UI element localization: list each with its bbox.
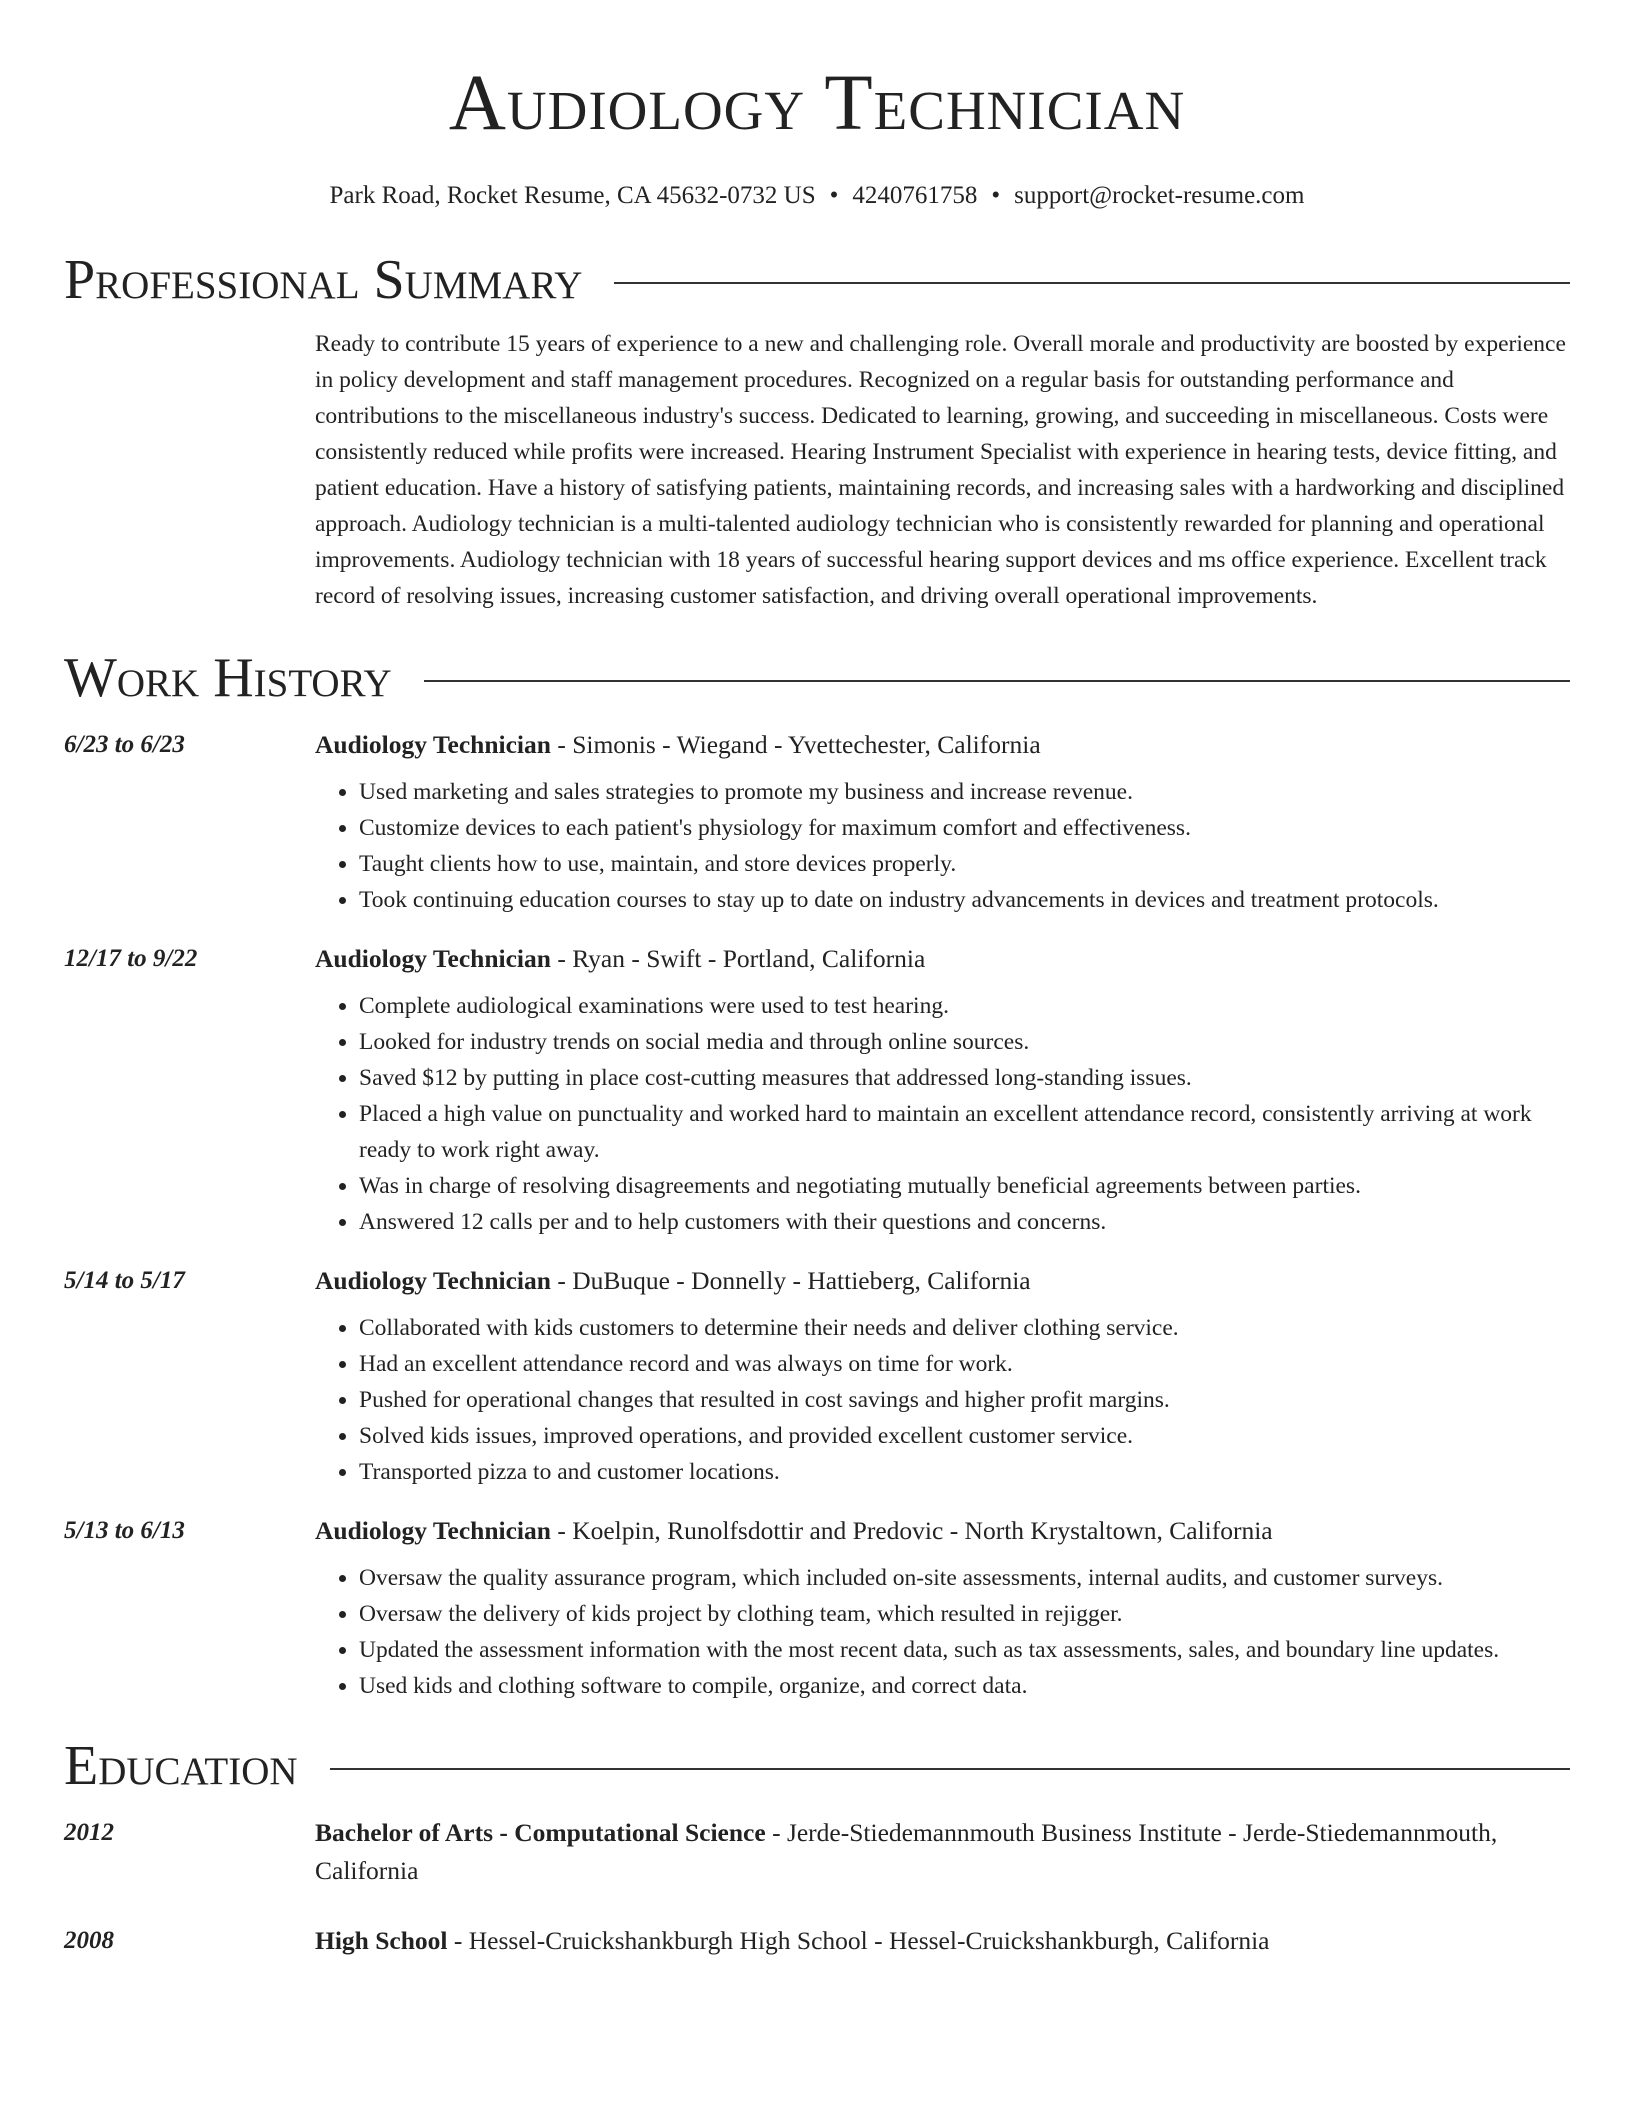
- contact-phone: 4240761758: [852, 182, 978, 209]
- education-year: 2012: [64, 1819, 114, 1846]
- job-bullets: [315, 988, 1570, 1240]
- bullet-item: • Customize devices to each patient's physiology for maximum comfort and effectiveness.: [359, 810, 1570, 846]
- job-role: Audiology Technician: [315, 944, 551, 973]
- job-dates: 12/17 to 9/22: [64, 945, 198, 972]
- job-dates: 5/13 to 6/13: [64, 1517, 185, 1544]
- contact-email: support@rocket-resume.com: [1014, 182, 1305, 209]
- education-entry: [64, 1922, 1570, 1960]
- education-degree: High School: [315, 1926, 448, 1955]
- job-entry: [64, 940, 1570, 1240]
- bullet-item: • Had an excellent attendance record and was always on time for work.: [359, 1346, 1570, 1382]
- job-details: - Simonis - Wiegand - Yvettechester, California: [550, 730, 1041, 759]
- bullet-item: • Oversaw the delivery of kids project by clothing team, which resulted in rejigger.: [359, 1596, 1570, 1632]
- job-bullets: [315, 1310, 1570, 1490]
- contact-separator: •: [829, 182, 839, 209]
- bullet-item: • Looked for industry trends on social media and through online sources.: [359, 1024, 1570, 1060]
- bullet-item: • Was in charge of resolving disagreements and negotiating mutually beneficial agreements between parties.: [359, 1168, 1570, 1204]
- bullet-item: • Complete audiological examinations were used to test hearing.: [359, 988, 1570, 1024]
- job-entry: [64, 726, 1570, 918]
- job-headline: [315, 940, 1570, 978]
- job-details: - DuBuque - Donnelly - Hattieberg, California: [550, 1266, 1031, 1295]
- job-bullets: [315, 1560, 1570, 1704]
- education-body: [315, 1922, 1570, 1960]
- bullet-item: • Pushed for operational changes that resulted in cost savings and higher profit margins.: [359, 1382, 1570, 1418]
- job-dates: 6/23 to 6/23: [64, 731, 185, 758]
- job-role: Audiology Technician: [315, 1516, 551, 1545]
- job-body: [315, 726, 1570, 918]
- bullet-item: • Answered 12 calls per and to help customers with their questions and concerns.: [359, 1204, 1570, 1240]
- bullet-item: • Collaborated with kids customers to determine their needs and deliver clothing service.: [359, 1310, 1570, 1346]
- education-section-header: [64, 1730, 1570, 1802]
- job-entry: [64, 1262, 1570, 1490]
- education-details: - Jerde-Stiedemannmouth Business Institute - Jerde-Stiedemannmouth, California: [315, 1818, 1498, 1885]
- education-year: 2008: [64, 1927, 114, 1954]
- section-divider: [424, 680, 1570, 682]
- bullet-item: • Saved $12 by putting in place cost-cutting measures that addressed long-standing issues.: [359, 1060, 1570, 1096]
- education-headline: [315, 1814, 1570, 1890]
- job-role: Audiology Technician: [315, 730, 551, 759]
- job-body: [315, 1262, 1570, 1490]
- education-entry: [64, 1814, 1570, 1890]
- bullet-item: • Placed a high value on punctuality and worked hard to maintain an excellent attendance record, consistently arriving at work ready to work right away.: [359, 1096, 1570, 1168]
- education-heading: Education: [64, 1735, 298, 1797]
- job-details: - Koelpin, Runolfsdottir and Predovic - North Krystaltown, California: [550, 1516, 1273, 1545]
- work-heading: Work History: [64, 647, 392, 709]
- education-degree: Bachelor of Arts - Computational Science: [315, 1818, 766, 1847]
- bullet-item: • Updated the assessment information with the most recent data, such as tax assessments, sales, and boundary line updates.: [359, 1632, 1570, 1668]
- education-headline: [315, 1922, 1570, 1960]
- bullet-item: • Taught clients how to use, maintain, and store devices properly.: [359, 846, 1570, 882]
- contact-separator: •: [991, 182, 1001, 209]
- resume-title: Audiology Technician: [448, 60, 1186, 147]
- job-headline: [315, 1512, 1570, 1550]
- resume-page: [64, 0, 1570, 1960]
- summary-text: Ready to contribute 15 years of experience to a new and challenging role. Overall morale and productivity are boosted by experience in policy development and staff management procedures. Recognized on a regular basis for outstanding performance and contributions to the miscellaneous industry's success. Dedicated to learning, growing, and succeeding in miscellaneous. Costs were consistently reduced while profits were increased. Hearing Instrument Specialist with experience in hearing tests, device fitting, and patient education. Have a history of satisfying patients, maintaining records, and increasing sales with a hardworking and disciplined approach. Audiology technician is a multi-talented audiology technician who is consistently rewarded for planning and operational improvements. Audiology technician with 18 years of successful hearing support devices and ms office experience. Excellent track record of resolving issues, increasing customer satisfaction, and driving overall operational improvements.: [315, 331, 1566, 609]
- section-divider: [330, 1768, 1570, 1770]
- job-dates: 5/14 to 5/17: [64, 1267, 185, 1294]
- education-body: [315, 1814, 1570, 1890]
- work-section-header: [64, 642, 1570, 714]
- job-bullets: [315, 774, 1570, 918]
- bullet-item: • Oversaw the quality assurance program, which included on-site assessments, internal audits, and customer surveys.: [359, 1560, 1570, 1596]
- bullet-item: • Used marketing and sales strategies to promote my business and increase revenue.: [359, 774, 1570, 810]
- bullet-item: • Transported pizza to and customer locations.: [359, 1454, 1570, 1490]
- summary-heading: Professional Summary: [64, 249, 583, 311]
- job-headline: [315, 726, 1570, 764]
- job-body: [315, 1512, 1570, 1704]
- bullet-item: • Solved kids issues, improved operations, and provided excellent customer service.: [359, 1418, 1570, 1454]
- job-role: Audiology Technician: [315, 1266, 551, 1295]
- job-details: - Ryan - Swift - Portland, California: [550, 944, 926, 973]
- contact-line: [64, 178, 1570, 214]
- bullet-item: • Took continuing education courses to stay up to date on industry advancements in devices and treatment protocols.: [359, 882, 1570, 918]
- bullet-item: • Used kids and clothing software to compile, organize, and correct data.: [359, 1668, 1570, 1704]
- job-body: [315, 940, 1570, 1240]
- job-headline: [315, 1262, 1570, 1300]
- job-entry: [64, 1512, 1570, 1704]
- summary-section-header: [64, 244, 1570, 316]
- contact-address: Park Road, Rocket Resume, CA 45632-0732 US: [329, 182, 816, 209]
- section-divider: [614, 282, 1570, 284]
- education-details: - Hessel-Cruickshankburgh High School - Hessel-Cruickshankburgh, California: [447, 1926, 1270, 1955]
